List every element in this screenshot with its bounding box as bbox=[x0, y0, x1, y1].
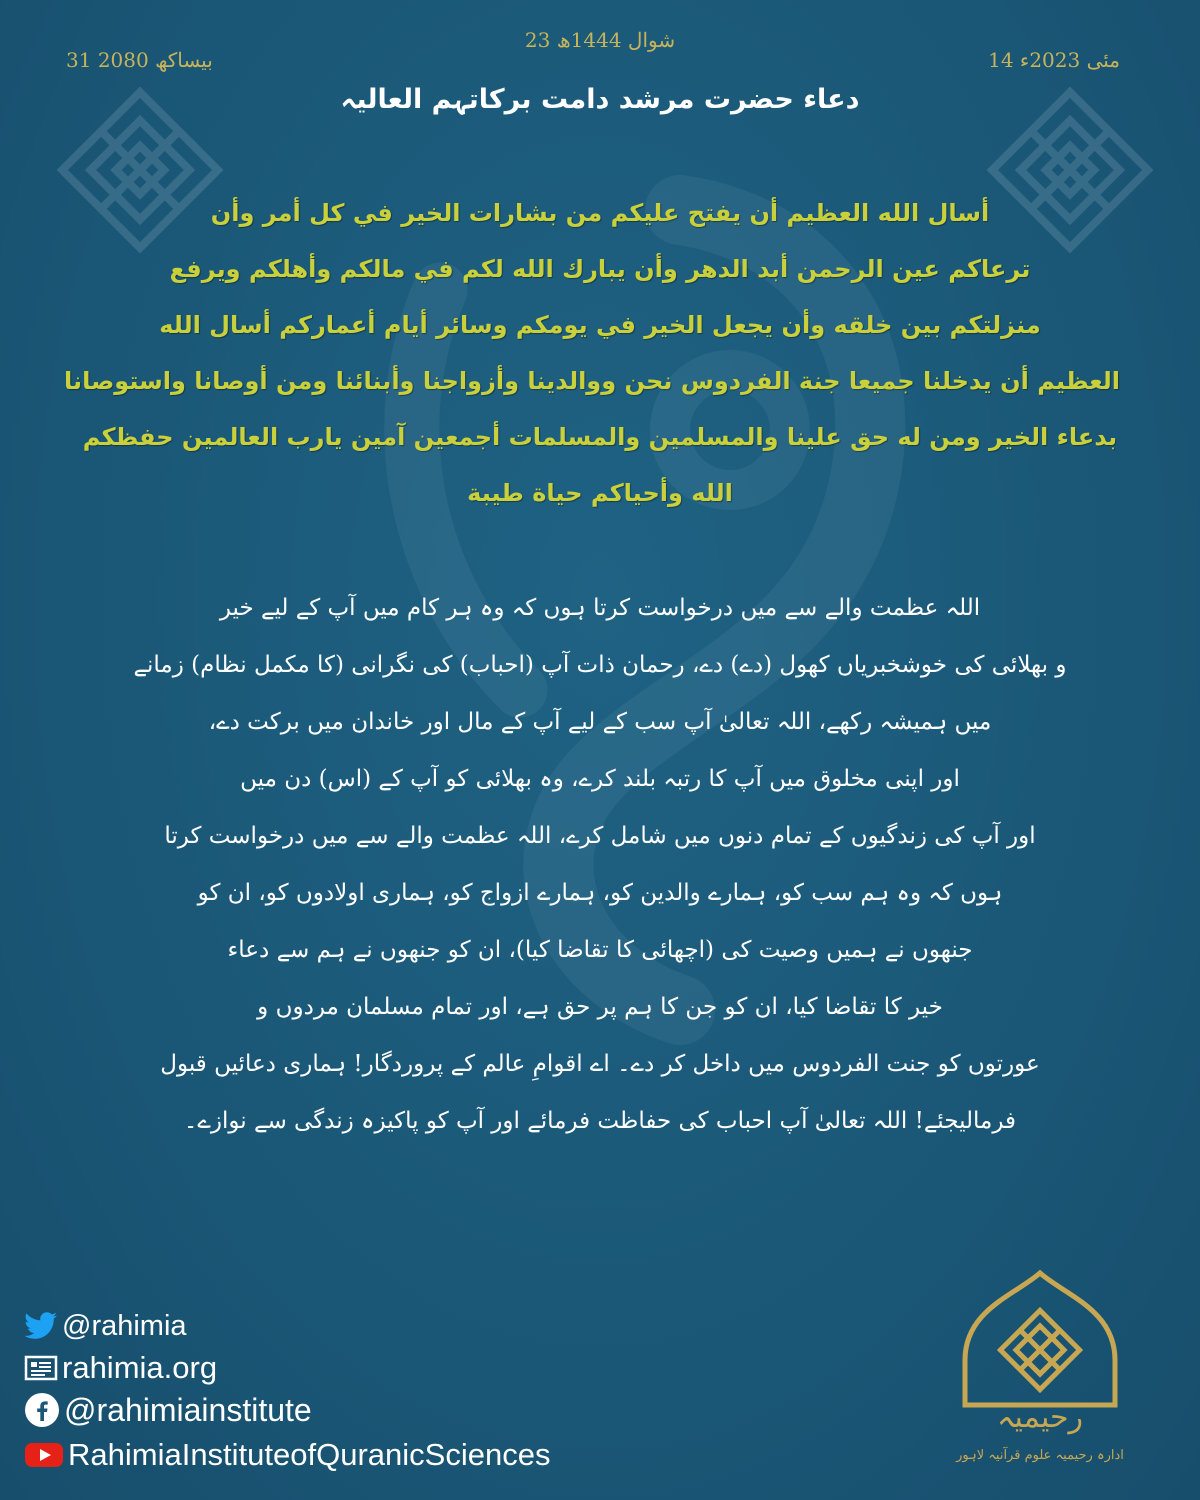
urdu-line: جنھوں نے ہمیں وصیت کی (اچھائی کا تقاضا کیا)، ان کو جنھوں نے ہم سے دعاء bbox=[227, 937, 973, 963]
urdu-line: اور آپ کی زندگیوں کے تمام دنوں میں شامل کرے، اللہ عظمت والے سے میں درخواست کرتا bbox=[164, 823, 1036, 849]
social-links bbox=[24, 1305, 550, 1479]
arabic-line: بدعاء الخير ومن له حق علينا والمسلمين والمسلمات أجمعين آمين يارب العالمين حفظكم bbox=[82, 423, 1118, 451]
urdu-line: فرمالیجئے! اللہ تعالیٰ آپ احباب کی حفاظت فرمائے اور آپ کو پاکیزہ زندگی سے نوازے۔ bbox=[183, 1108, 1017, 1134]
web-icon bbox=[24, 1354, 58, 1382]
urdu-line: عورتوں کو جنت الفردوس میں داخل کر دے۔ اے اقوامِ عالم کے پروردگار! ہماری دعائیں قبول bbox=[160, 1051, 1040, 1077]
arabic-line: ترعاكم عين الرحمن أبد الدهر وأن يبارك الله لكم في مالكم وأهلكم ويرفع bbox=[169, 255, 1031, 283]
arabic-line: الله وأحياكم حياة طيبة bbox=[467, 479, 733, 507]
urdu-translation bbox=[60, 580, 1140, 1150]
hijri-date: 23 شوال 1444ھ bbox=[524, 28, 676, 52]
twitter-handle: @rahimia bbox=[62, 1309, 187, 1342]
website-url: rahimia.org bbox=[62, 1350, 218, 1385]
urdu-line: خیر کا تقاضا کیا، ان کو جن کا ہم پر حق ہے، اور تمام مسلمان مردوں و bbox=[257, 994, 943, 1020]
twitter-link[interactable] bbox=[24, 1305, 550, 1347]
urdu-line: و بھلائی کی خوشخبریاں کھول (دے) دے، رحمان ذات آپ (احباب) کی نگرانی (کا مکمل نظام) زمانے bbox=[133, 652, 1067, 678]
twitter-icon bbox=[24, 1312, 58, 1340]
logo-subtitle: ادارہ رحیمیہ علوم قرآنیہ لاہور bbox=[956, 1448, 1124, 1463]
arabic-line: منزلتكم بين خلقه وأن يجعل الخير في يومكم وسائر أيام أعماركم أسال الله bbox=[159, 311, 1041, 339]
bikrami-date: 31 بیساکھ 2080 bbox=[66, 48, 213, 72]
facebook-link[interactable] bbox=[24, 1389, 550, 1431]
arabic-prayer bbox=[64, 185, 1120, 521]
page-title: دعاء حضرت مرشد دامت برکاتہم العالیہ bbox=[340, 84, 860, 115]
facebook-icon bbox=[24, 1392, 60, 1428]
urdu-line: اللہ عظمت والے سے میں درخواست کرتا ہوں کہ وہ ہر کام میں آپ کے لیے خیر bbox=[219, 595, 981, 621]
youtube-channel: RahimiaInstituteofQuranicSciences bbox=[68, 1437, 551, 1472]
logo-wordmark: رحیمیہ bbox=[996, 1400, 1084, 1435]
gregorian-date: 14 مئی 2023ء bbox=[988, 48, 1120, 72]
youtube-link[interactable] bbox=[24, 1431, 550, 1479]
facebook-handle: @rahimiainstitute bbox=[64, 1391, 312, 1428]
youtube-icon bbox=[24, 1441, 64, 1469]
urdu-line: ہوں کہ وہ ہم سب کو، ہمارے والدین کو، ہمارے ازواج کو، ہماری اولادوں کو، ان کو bbox=[197, 880, 1003, 906]
arabic-line: أسال الله العظيم أن يفتح عليكم من بشارات الخير في كل أمر وأن bbox=[210, 199, 990, 227]
arabic-line: العظيم أن يدخلنا جميعا جنة الفردوس نحن ووالدينا وأزواجنا وأبنائنا ومن أوصانا واستوصانا bbox=[64, 367, 1120, 395]
urdu-line: میں ہمیشہ رکھے، اللہ تعالیٰ آپ سب کے لیے آپ کے مال اور خاندان میں برکت دے، bbox=[208, 709, 992, 735]
website-link[interactable] bbox=[24, 1347, 550, 1389]
urdu-line: اور اپنی مخلوق میں آپ کا رتبہ بلند کرے، وہ بھلائی کو آپ کے (اس) دن میں bbox=[240, 766, 960, 792]
